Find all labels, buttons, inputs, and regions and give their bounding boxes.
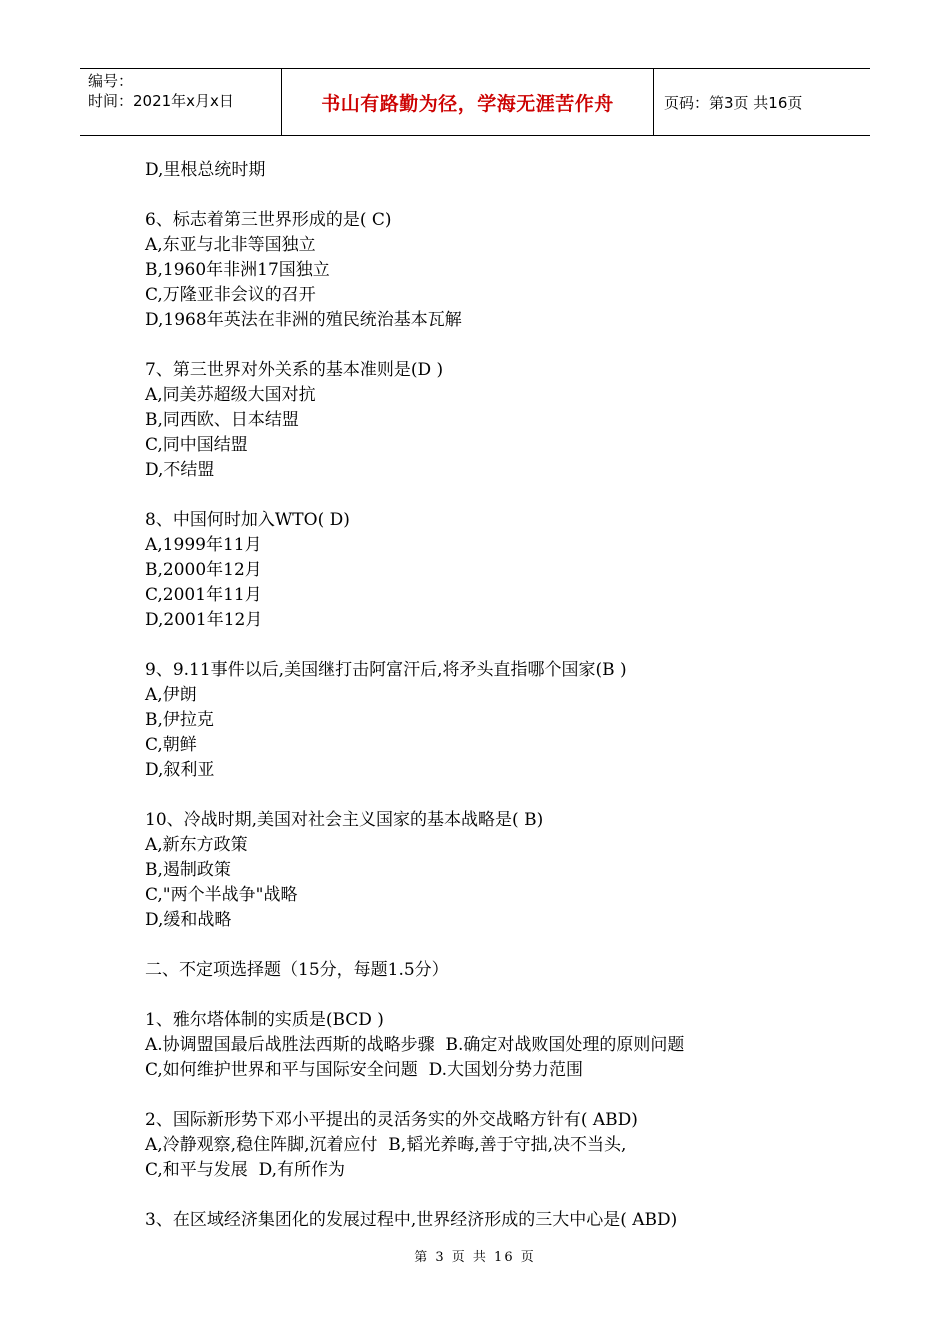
text-line: D,1968年英法在非洲的殖民统治基本瓦解: [145, 310, 462, 330]
text-line: 8、中国何时加入WTO( D): [145, 510, 350, 530]
blank-line: [145, 1083, 845, 1108]
header-meta: [80, 69, 282, 135]
text-line: 7、第三世界对外关系的基本准则是(D ): [145, 360, 444, 380]
blank-line: [145, 1183, 845, 1208]
text-line: C,如何维护世界和平与国际安全问题 D.大国划分势力范围: [145, 1060, 584, 1080]
text-line: C,万隆亚非会议的召开: [145, 285, 316, 305]
blank-line: [145, 333, 845, 358]
serial-label: 编号：: [88, 72, 134, 90]
text-line: B,1960年非洲17国独立: [145, 260, 330, 280]
text-line: D,里根总统时期: [145, 160, 266, 180]
text-line: D,缓和战略: [145, 910, 232, 930]
document-body: [145, 158, 845, 1233]
text-line: B,遏制政策: [145, 860, 231, 880]
blank-line: [145, 933, 845, 958]
time-label: 时间：2021年x月x日: [88, 92, 234, 110]
text-line: 3、在区域经济集团化的发展过程中,世界经济形成的三大中心是( ABD): [145, 1210, 678, 1230]
text-line: D,不结盟: [145, 460, 215, 480]
text-line: 6、标志着第三世界形成的是( C): [145, 210, 392, 230]
text-line: B,2000年12月: [145, 560, 262, 580]
text-line: A,东亚与北非等国独立: [145, 235, 316, 255]
text-line: D,2001年12月: [145, 610, 263, 630]
text-line: B,伊拉克: [145, 710, 214, 730]
blank-line: [145, 183, 845, 208]
text-line: A,伊朗: [145, 685, 197, 705]
text-line: 9、9.11事件以后,美国继打击阿富汗后,将矛头直指哪个国家(B ): [145, 660, 627, 680]
text-line: C,同中国结盟: [145, 435, 248, 455]
text-line: C,朝鲜: [145, 735, 197, 755]
page-header: [80, 68, 870, 136]
blank-line: [145, 783, 845, 808]
text-line: D,叙利亚: [145, 760, 215, 780]
text-line: C,2001年11月: [145, 585, 262, 605]
text-line: A,新东方政策: [145, 835, 248, 855]
text-line: C,和平与发展 D,有所作为: [145, 1160, 346, 1180]
header-page-info: 页码：第3页 共16页: [664, 93, 803, 112]
text-line: C,"两个半战争"战略: [145, 885, 298, 905]
text-line: A,1999年11月: [145, 535, 262, 555]
blank-line: [145, 983, 845, 1008]
text-line: 2、国际新形势下邓小平提出的灵活务实的外交战略方针有( ABD): [145, 1110, 638, 1130]
text-line: A.协调盟国最后战胜法西斯的战略步骤 B.确定对战败国处理的原则问题: [145, 1035, 685, 1055]
header-motto: 书山有路勤为径，学海无涯苦作舟: [282, 69, 654, 135]
text-line: A,同美苏超级大国对抗: [145, 385, 316, 405]
blank-line: [145, 483, 845, 508]
blank-line: [145, 633, 845, 658]
text-line: 二、不定项选择题（15分，每题1.5分）: [145, 960, 449, 980]
text-line: 1、雅尔塔体制的实质是(BCD ): [145, 1010, 384, 1030]
page-footer: 第 3 页 共 16 页: [414, 1250, 536, 1265]
text-line: 10、冷战时期,美国对社会主义国家的基本战略是( B): [145, 810, 544, 830]
text-line: B,同西欧、日本结盟: [145, 410, 299, 430]
text-line: A,冷静观察,稳住阵脚,沉着应付 B,韬光养晦,善于守拙,决不当头,: [145, 1135, 627, 1155]
